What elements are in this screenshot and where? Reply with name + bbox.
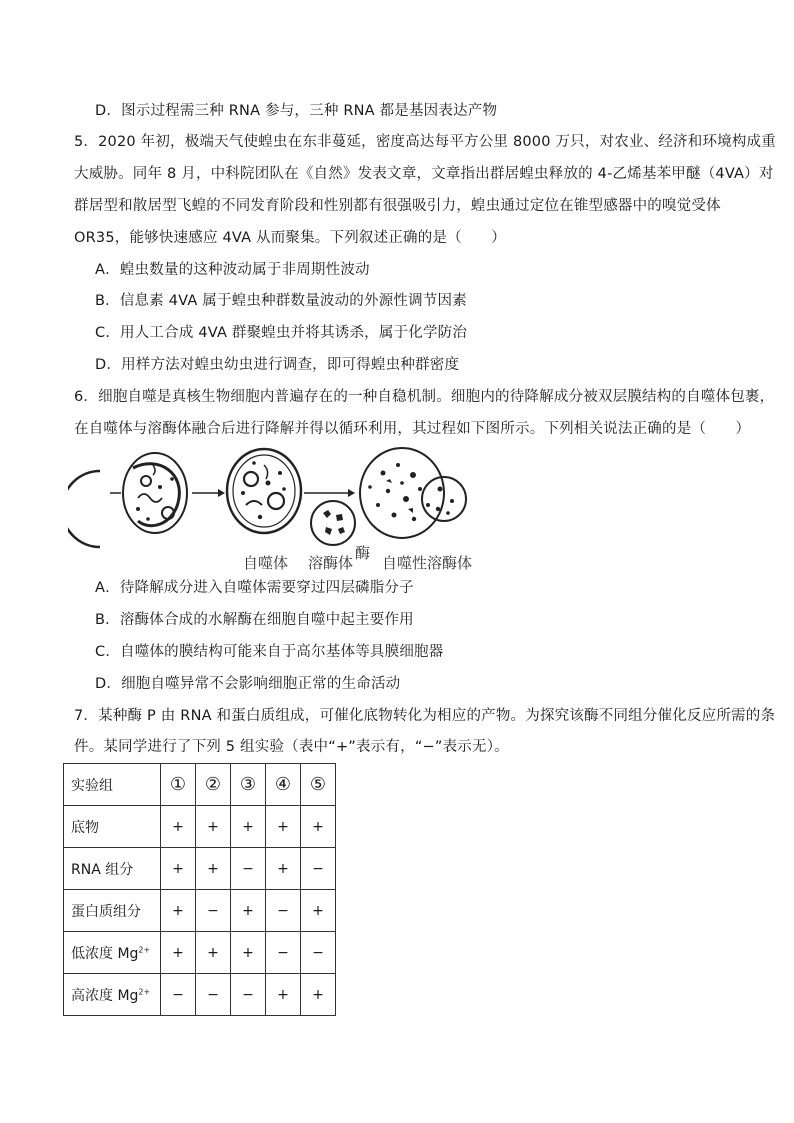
table-cell: + (161, 932, 196, 974)
table-cell: + (301, 974, 336, 1016)
table-header-row (64, 764, 336, 806)
row-label-sup: 2+ (138, 986, 151, 996)
table-cell: + (266, 848, 301, 890)
table-cell: + (266, 806, 301, 848)
table-row (64, 932, 336, 974)
autophagosome (227, 449, 301, 533)
arrow-3-head (348, 489, 355, 497)
row-label (64, 974, 161, 1016)
row-label-text: 低浓度 Mg (71, 945, 139, 962)
q6-option-a: A．待降解成分进入自噬体需要穿过四层磷脂分子 (95, 580, 414, 596)
q5-stem-line-2: 大威胁。同年 8 月，中科院团队在《自然》发表文章，文章指出群居蝗虫释放的 4-乙烯基苯甲醚（4VA）对 (74, 166, 774, 182)
autophagy-diagram (68, 443, 473, 578)
row-label: RNA 组分 (64, 848, 161, 890)
q5-option-d: D．用样方法对蝗虫幼虫进行调查，即可得蝗虫种群密度 (95, 357, 460, 373)
table-header-cell: ④ (266, 764, 301, 806)
table-row (64, 974, 336, 1016)
table-cell: − (301, 932, 336, 974)
lysosome (311, 501, 355, 545)
table-cell: + (196, 932, 231, 974)
table-row (64, 890, 336, 932)
arrow-2-head (218, 489, 225, 497)
engulfing-vesicle (123, 453, 187, 533)
q5-stem-line-1: 5．2020 年初，极端天气使蝗虫在东非蔓延，密度高达每平方公里 8000 万只，对农业、经济和环境构成重 (74, 134, 776, 150)
table-header-cell: ② (196, 764, 231, 806)
label-autophagosome: 自噬体 (243, 554, 289, 572)
row-label: 底物 (64, 806, 161, 848)
q6-stem-line-2: 在自噬体与溶酶体融合后进行降解并得以循环利用，其过程如下图所示。下列相关说法正确的是（ ） (74, 421, 751, 437)
q4-option-d: D．图示过程需三种 RNA 参与，三种 RNA 都是基因表达产物 (95, 103, 498, 119)
table-cell: − (196, 890, 231, 932)
row-label (64, 932, 161, 974)
q6-option-c: C．自噬体的膜结构可能来自于高尔基体等具膜细胞器 (95, 644, 444, 660)
table-cell: + (196, 848, 231, 890)
table-cell: − (301, 848, 336, 890)
q6-stem-line-1: 6．细胞自噬是真核生物细胞内普遍存在的一种自稳机制。细胞内的待降解成分被双层膜结构的自噬体包裹， (74, 389, 775, 405)
table-row (64, 806, 336, 848)
table-cell: + (301, 890, 336, 932)
table-cell: + (231, 932, 266, 974)
label-enzyme: 酶 (355, 544, 371, 562)
table-cell: + (231, 890, 266, 932)
table-cell: − (266, 890, 301, 932)
phagophore-inner (68, 471, 100, 547)
label-autolysosome: 自噬性溶酶体 (382, 554, 473, 572)
table-cell: + (301, 806, 336, 848)
table-header-cell: ⑤ (301, 764, 336, 806)
table-header-cell: ① (161, 764, 196, 806)
label-lysosome: 溶酶体 (308, 554, 354, 572)
q6-option-b: B．溶酶体合成的水解酶在细胞自噬中起主要作用 (95, 612, 414, 628)
q5-option-a: A．蝗虫数量的这种波动属于非周期性波动 (95, 262, 370, 278)
row-label-text: 高浓度 Mg (71, 987, 139, 1004)
q5-option-b: B．信息素 4VA 属于蝗虫种群数量波动的外源性调节因素 (95, 293, 467, 309)
table-cell: − (231, 848, 266, 890)
row-label: 蛋白质组分 (64, 890, 161, 932)
q7-stem-line-1: 7．某种酶 P 由 RNA 和蛋白质组成，可催化底物转化为相应的产物。为探究该酶不同组分催化反应所需的条 (74, 708, 776, 724)
experiment-table (63, 763, 336, 1016)
q6-option-d: D．细胞自噬异常不会影响细胞正常的生命活动 (95, 676, 401, 692)
q5-option-c: C．用人工合成 4VA 群聚蝗虫并将其诱杀，属于化学防治 (95, 325, 468, 341)
table-cell: + (161, 890, 196, 932)
table-cell: − (266, 932, 301, 974)
table-cell: + (231, 806, 266, 848)
autolysosome (360, 448, 466, 538)
q7-stem-line-2: 件。某同学进行了下列 5 组实验（表中“+”表示有，“−”表示无）。 (74, 739, 509, 755)
table-header-cell: 实验组 (64, 764, 161, 806)
q5-stem-line-4: OR35，能够快速感应 4VA 从而聚集。下列叙述正确的是（ ） (74, 230, 506, 246)
table-cell: − (161, 974, 196, 1016)
table-cell: − (196, 974, 231, 1016)
table-cell: + (196, 806, 231, 848)
table-cell: + (266, 974, 301, 1016)
row-label-sup: 2+ (138, 944, 151, 954)
table-row (64, 848, 336, 890)
table-cell: + (161, 806, 196, 848)
table-cell: + (161, 848, 196, 890)
table-header-cell: ③ (231, 764, 266, 806)
q5-stem-line-3: 群居型和散居型飞蝗的不同发育阶段和性别都有很强吸引力，蝗虫通过定位在锥型感器中的嗅觉受体 (74, 198, 721, 214)
table-cell: − (231, 974, 266, 1016)
